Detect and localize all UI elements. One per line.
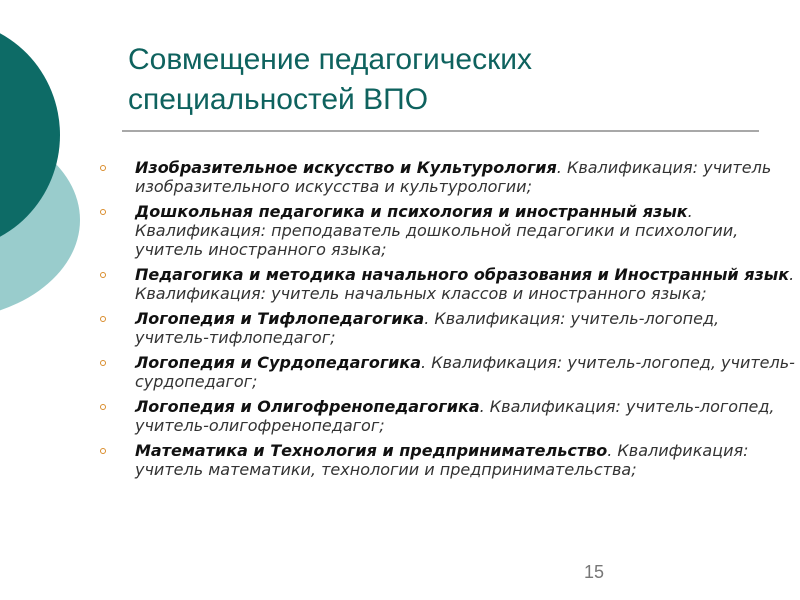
bullet-icon: [100, 316, 106, 322]
bullet-icon: [100, 165, 106, 171]
specialty-name: Дошкольная педагогика и психология и иностранный язык: [135, 202, 688, 221]
list-item: [100, 397, 795, 435]
list-item: [100, 265, 795, 303]
title-divider: [122, 130, 759, 132]
qualification-text: . Квалификация: учитель-логопед, учитель-тифлопедагог;: [135, 309, 720, 347]
specialty-name: Педагогика и методика начального образования и Иностранный язык: [135, 265, 790, 284]
list-item: [100, 353, 795, 391]
qualification-text: . Квалификация: учитель изобразительного искусства и культурологии;: [135, 158, 772, 196]
bullet-icon: [100, 209, 106, 215]
specialty-name: Математика и Технология и предпринимательство: [135, 441, 608, 460]
specialty-name: Логопедия и Тифлопедагогика: [135, 309, 425, 328]
qualification-text: . Квалификация: учитель начальных классов и иностранного языка;: [135, 265, 795, 303]
specialty-name: Логопедия и Сурдопедагогика: [135, 353, 422, 372]
qualification-text: . Квалификация: преподаватель дошкольной педагогики и психологии, учитель иностранного языка;: [135, 202, 739, 259]
bullet-icon: [100, 360, 106, 366]
list-item: [100, 441, 795, 479]
list-item: [100, 158, 795, 196]
page-number: 15: [583, 562, 604, 582]
slide-title: Совмещение педагогических специальностей ВПО: [128, 43, 532, 116]
qualification-text: . Квалификация: учитель-логопед, учитель-сурдопедагог;: [135, 353, 795, 391]
specialty-name: Логопедия и Олигофренопедагогика: [135, 397, 480, 416]
bullet-icon: [100, 448, 106, 454]
list-item: [100, 202, 795, 259]
qualification-text: . Квалификация: учитель математики, технологии и предпринимательства;: [135, 441, 749, 479]
bullet-icon: [100, 272, 106, 278]
qualification-text: . Квалификация: учитель-логопед, учитель-олигофренопедагог;: [135, 397, 775, 435]
bullet-icon: [100, 404, 106, 410]
specialty-list: [100, 158, 795, 485]
specialty-name: Изобразительное искусство и Культурология: [135, 158, 557, 177]
list-item: [100, 309, 795, 347]
